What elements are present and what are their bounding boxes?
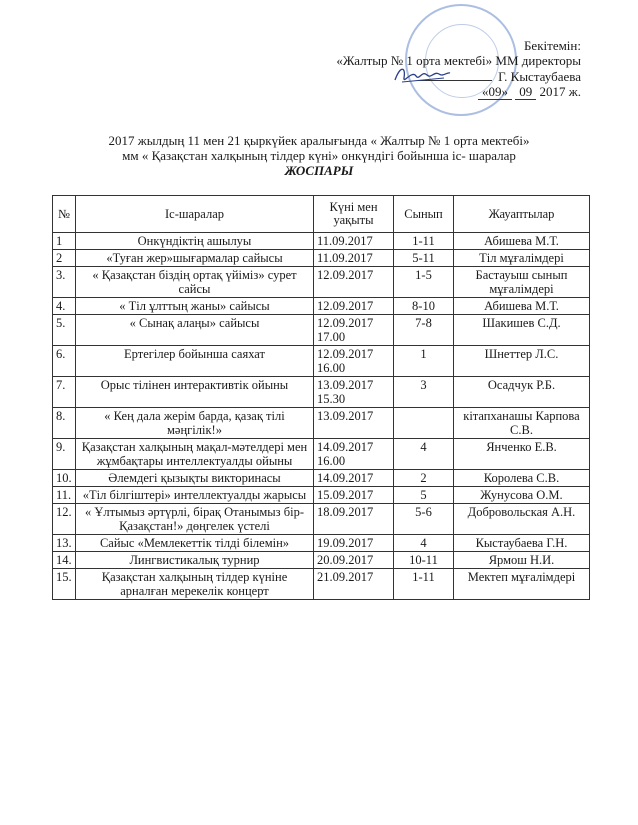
table-row: [53, 315, 590, 346]
heading-line-1: 2017 жылдың 11 мен 21 қыркүйек аралығында « Жалтыр № 1 орта мектебі»: [108, 133, 530, 148]
row-class: 4: [394, 439, 454, 470]
row-date: 14.09.2017 16.00: [314, 439, 394, 470]
row-class: 3: [394, 377, 454, 408]
row-responsible: Мектеп мұғалімдері: [454, 569, 590, 600]
row-date: 20.09.2017: [314, 552, 394, 569]
handwritten-signature: [392, 62, 452, 88]
row-event: Ертегілер бойынша саяхат: [76, 346, 314, 377]
table-row: [53, 439, 590, 470]
table-row: [53, 233, 590, 250]
table-row: [53, 267, 590, 298]
row-responsible: Ярмош Н.И.: [454, 552, 590, 569]
heading-title: ЖОСПАРЫ: [284, 163, 354, 178]
approval-title: Бекітемін:: [523, 38, 581, 53]
row-date: 15.09.2017: [314, 487, 394, 504]
row-class: 5-6: [394, 504, 454, 535]
row-event: Лингвистикалық турнир: [76, 552, 314, 569]
row-class: 4: [394, 535, 454, 552]
row-event: Қазақстан халқының мақал-мәтелдері мен жұмбақтары интеллектуалды ойыны: [76, 439, 314, 470]
row-responsible: Осадчук Р.Б.: [454, 377, 590, 408]
row-event: « Тіл ұлттың жаны» сайысы: [76, 298, 314, 315]
director-name: Г. Кыстаубаева: [498, 69, 581, 84]
events-table: [52, 195, 590, 600]
table-row: [53, 487, 590, 504]
table-row: [53, 504, 590, 535]
row-number: 4.: [53, 298, 76, 315]
row-responsible: Жунусова О.М.: [454, 487, 590, 504]
header-events: Іс-шаралар: [76, 196, 314, 233]
row-number: 5.: [53, 315, 76, 346]
row-number: 11.: [53, 487, 76, 504]
row-class: 1-11: [394, 233, 454, 250]
row-class: 1-5: [394, 267, 454, 298]
row-number: 8.: [53, 408, 76, 439]
row-responsible: Бастауыш сынып мұғалімдері: [454, 267, 590, 298]
row-number: 14.: [53, 552, 76, 569]
table-header-row: [53, 196, 590, 233]
row-date: 14.09.2017: [314, 470, 394, 487]
row-event: Әлемдегі қызықты викторинасы: [76, 470, 314, 487]
row-date: 18.09.2017: [314, 504, 394, 535]
row-event: Қазақстан халқының тілдер күніне арналған мерекелік концерт: [76, 569, 314, 600]
table-row: [53, 535, 590, 552]
header-date: Күні мен уақыты: [314, 196, 394, 233]
row-number: 15.: [53, 569, 76, 600]
row-number: 3.: [53, 267, 76, 298]
table-row: [53, 569, 590, 600]
header-responsible: Жауаптылар: [454, 196, 590, 233]
row-class: 5: [394, 487, 454, 504]
row-responsible: кітапханашы Карпова С.В.: [454, 408, 590, 439]
row-responsible: Абишева М.Т.: [454, 298, 590, 315]
row-responsible: Янченко Е.В.: [454, 439, 590, 470]
row-event: Сайыс «Мемлекеттік тілді білемін»: [76, 535, 314, 552]
date-year: 2017 ж.: [539, 84, 581, 99]
row-number: 9.: [53, 439, 76, 470]
row-class: 8-10: [394, 298, 454, 315]
row-number: 12.: [53, 504, 76, 535]
table-row: [53, 408, 590, 439]
row-date: 12.09.2017: [314, 298, 394, 315]
table-row: [53, 470, 590, 487]
row-number: 13.: [53, 535, 76, 552]
row-number: 6.: [53, 346, 76, 377]
table-body: [53, 233, 590, 600]
row-event: Онкүндіктің ашылуы: [76, 233, 314, 250]
row-number: 2: [53, 250, 76, 267]
row-event: Орыс тілінен интерактивтік ойыны: [76, 377, 314, 408]
row-class: [394, 408, 454, 439]
table-row: [53, 250, 590, 267]
row-event: « Қазақстан біздің ортақ үйіміз» сурет сайсы: [76, 267, 314, 298]
row-responsible: Шакишев С.Д.: [454, 315, 590, 346]
row-date: 11.09.2017: [314, 250, 394, 267]
heading-line-2: мм « Қазақстан халқының тілдер күні» онкүндігі бойынша іс- шаралар: [122, 148, 516, 163]
row-number: 1: [53, 233, 76, 250]
row-date: 12.09.2017: [314, 267, 394, 298]
row-event: « Сынақ алаңы» сайысы: [76, 315, 314, 346]
row-event: «Туған жер»шығармалар сайысы: [76, 250, 314, 267]
table-row: [53, 377, 590, 408]
row-number: 10.: [53, 470, 76, 487]
row-date: 12.09.2017 16.00: [314, 346, 394, 377]
row-event: « Кең дала жерім барда, қазақ тілі мәңгілік!»: [76, 408, 314, 439]
row-class: 2: [394, 470, 454, 487]
header-class: Сынып: [394, 196, 454, 233]
table-row: [53, 346, 590, 377]
row-responsible: Абишева М.Т.: [454, 233, 590, 250]
row-class: 1: [394, 346, 454, 377]
table-row: [53, 298, 590, 315]
document-heading: [0, 133, 638, 178]
row-responsible: Тіл мұғалімдері: [454, 250, 590, 267]
row-date: 19.09.2017: [314, 535, 394, 552]
row-class: 10-11: [394, 552, 454, 569]
row-responsible: Королева С.В.: [454, 470, 590, 487]
row-class: 5-11: [394, 250, 454, 267]
date-day: «09»: [478, 84, 512, 100]
date-month: 09: [515, 84, 536, 100]
approval-school: «Жалтыр № 1 орта мектебі» ММ директоры: [336, 53, 581, 68]
header-number: №: [53, 196, 76, 233]
row-event: « Ұлтымыз әртүрлі, бірақ Отанымыз бір- Қазақстан!» дөңгелек үстелі: [76, 504, 314, 535]
row-event: «Тіл білгіштері» интеллектуалды жарысы: [76, 487, 314, 504]
row-responsible: Добровольская А.Н.: [454, 504, 590, 535]
row-number: 7.: [53, 377, 76, 408]
row-date: 13.09.2017: [314, 408, 394, 439]
row-responsible: Кыстаубаева Г.Н.: [454, 535, 590, 552]
row-date: 11.09.2017: [314, 233, 394, 250]
row-date: 12.09.2017 17.00: [314, 315, 394, 346]
table-row: [53, 552, 590, 569]
row-class: 1-11: [394, 569, 454, 600]
row-date: 13.09.2017 15.30: [314, 377, 394, 408]
row-class: 7-8: [394, 315, 454, 346]
row-date: 21.09.2017: [314, 569, 394, 600]
row-responsible: Шнеттер Л.С.: [454, 346, 590, 377]
